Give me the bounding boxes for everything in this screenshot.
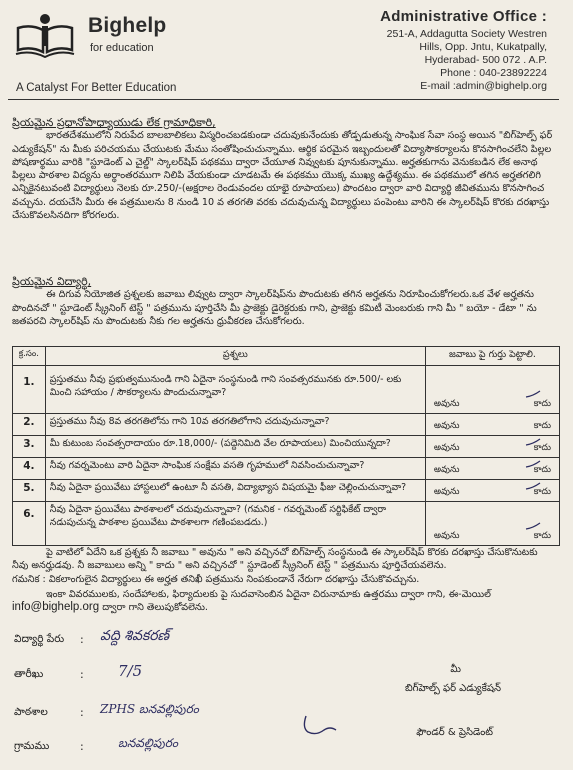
answer-cell[interactable]	[425, 414, 559, 436]
letter-section-3	[12, 546, 555, 614]
row-number: 2.	[13, 414, 46, 436]
eligibility-table	[12, 346, 560, 546]
label-student-name: విద్యార్థి పేరు	[14, 633, 65, 645]
colon-separator: :	[80, 668, 84, 681]
tagline: A Catalyst For Better Education	[16, 82, 177, 94]
tick-mark-icon	[525, 390, 541, 398]
table-row	[13, 414, 560, 436]
answer-cell[interactable]	[425, 480, 559, 502]
table-row	[13, 366, 560, 414]
office-phone: Phone : 040-23892224	[440, 67, 547, 79]
answer-yes: అవును	[433, 487, 460, 497]
row-number: 4.	[13, 458, 46, 480]
label-school: పాఠశాల	[14, 706, 48, 718]
label-village: గ్రామము	[14, 740, 50, 752]
answer-no: కాదు	[533, 443, 551, 453]
paragraph-instructions: ఈ దిగువ నియోజిత ప్రశ్నలకు జవాబు లివ్వుట ద్వారా స్కాలర్‌షిప్‌ను పొందుటకు తగిన అర్హతను నిరూపించుకోగలరు.ఒక వేళ అర్హతను పొందినచో " స్టూడెంట్ స్క్రీనింగ్ టెస్ట్ " పత్రమును పూర్తిచేసి మీ ప్రాజెక్టు డైరెక్టరుకు గాని, ప్రాజెక్టు కమిటీ మెంబరుకు గాని మీ " బయో - డేటా " ను జతపరచి స్కాలర్‌షిప్ ను పొందుటకు నీకు గల అర్హతను ధ్రువీకరణ చేసుకోగలరు.	[12, 289, 537, 327]
signature-title: ఫౌండర్ & ప్రెసిడెంట్	[416, 727, 493, 738]
answer-yes: అవును	[433, 531, 460, 541]
answer-no: కాదు	[533, 399, 551, 409]
student-name-value[interactable]: వద్ది శివకరణ్	[100, 628, 170, 644]
village-value[interactable]: బనవల్లిపురం	[118, 736, 178, 750]
brand-subtitle: for education	[90, 42, 154, 54]
paragraph-intro: భారతదేశములోని నిరుపేద బాలబాలికలు విస్మరించబడకుండా చదువుకునేందుకు తోడ్పడుతున్న సాంఘిక సేవా సంస్థ అయిన "బిగ్‌హెల్ప్ ఫర్ ఎడ్యుకేషన్" ను మీకు పరిచయము చేయుటకు మేము సంతోషించుచున్నాము. ఆర్థిక పరమైన ఇబ్బందులతో విద్యాసౌకర్యాలను కొనసాగించలేని పిల్లల పోషణార్థము వారికి "స్టూడెంట్ ఎ చైల్డ్" స్కాలర్‌షిప్ పథకము ద్వారా చేయూత నివ్వుటకు పూనుకున్నాము. అర్హతకుగాను వెనుకబడిన లేక అనాథ పిల్లలు పాఠశాల విద్యను అర్థాంతరముగా నిలిపి వేయకుండా చూడటమే ఈ పథకము యొక్క ముఖ్య ఉద్దేశ్యము. ఈ పథకములో తగిన అర్హతగలిగి ఎన్నికైనటువంటి విద్యార్థులు నెలకు రూ.250/-(అక్షరాల రెండువందల యాభై రూపాయలు) పొందటం ద్వారా వారి విద్యార్థి జీవితమును కొనసాగించ వచ్చును. దయచేసి మీరు ఈ పత్రములను 8 నుండి 10 వ తరగతి వరకు చదువుచున్న విద్యార్థులు పంపెంటు వారిని ఈ స్కాలర్‌షిప్ కొరకు దరఖాస్తు చేసుకొవలసినదిగా కోరగలరు.	[12, 130, 553, 222]
school-value[interactable]: ZPHS బనవల్లిపురం	[100, 702, 199, 716]
answer-no: కాదు	[533, 531, 551, 541]
colon-separator: :	[80, 706, 84, 719]
table-row	[13, 502, 560, 546]
contact-email-tail: ద్వారా గాని తెలుపుకోవలెను.	[102, 602, 208, 614]
greeting-headmaster: ప్రియమైన ప్రధానోపాధ్యాయుడు లేక గ్రామాధికారి,	[12, 116, 216, 129]
office-title: Administrative Office :	[380, 8, 547, 25]
answer-cell[interactable]	[425, 502, 559, 546]
answer-no: కాదు	[533, 465, 551, 475]
answer-no: కాదు	[533, 421, 551, 431]
tick-mark-icon	[525, 522, 541, 530]
table-row	[13, 436, 560, 458]
row-number: 5.	[13, 480, 46, 502]
paragraph-contact: ఇంకా వివరములకు, సందేహాలకు, ఫిర్యాదులకు పై సుదవాసెంబిన ఏదైనా చిరునామాకు ఉత్తరము ద్వారా గాని, ఈ-మెయిల్	[46, 588, 491, 600]
office-line: Hyderabad- 500 072 . A.P.	[424, 54, 547, 66]
answer-cell[interactable]	[425, 458, 559, 480]
answer-yes: అవును	[433, 443, 460, 453]
header-divider	[8, 99, 559, 100]
row-number: 6.	[13, 502, 46, 546]
table-header-row	[13, 347, 560, 366]
header-serial: క్ర.సం.	[13, 347, 46, 366]
greeting-student: ప్రియమైన విద్యార్థి,	[12, 275, 92, 288]
signature-from: మీ	[450, 664, 461, 675]
office-email: E-mail :admin@bighelp.org	[420, 80, 547, 92]
question-text: నీవు ఏదైనా ప్రయివేటు పాఠశాలలో చదువుచున్నావా? (గమనిక - గవర్నమెంట్ సర్టిఫికేట్ ద్వారా నడుపుచున్న పాఠశాల ప్రయివేటు పాఠశాలగా గణింపబడదు.)	[45, 502, 425, 546]
office-line: Hills, Opp. Jntu, Kukatpally,	[419, 41, 547, 53]
row-number: 3.	[13, 436, 46, 458]
question-text: ప్రస్తుతము నీవు 8వ తరగతిలోను గాని 10వ తరగతిలోగాని చదువుచున్నావా?	[45, 414, 425, 436]
office-address-block	[307, 8, 547, 93]
question-text: ప్రస్తుతము నీవు ప్రభుత్వమునుండి గాని ఏదైనా సంస్థనుండి గాని సంవత్సరమునకు రూ.500/- లకు మించి సహాయం / సౌకర్యాలను పొందుచున్నావా?	[45, 366, 425, 414]
header-answer: జవాబు పై గుర్తు పెట్టాలి.	[425, 347, 559, 366]
answer-yes: అవును	[433, 421, 460, 431]
note-disabled: గమనిక : వికలాంగులైన విద్యార్థులు ఈ అర్హత తనిఖీ పత్రమును నింపకుండానే నేరుగా దరఖాస్తు చేసుకొవచ్చును.	[12, 573, 420, 585]
letter-section-1	[12, 116, 555, 222]
answer-cell[interactable]	[425, 436, 559, 458]
contact-email-line	[12, 601, 555, 614]
question-text: నీవు ఏదైనా ప్రయివేటు హాస్టలులో ఉంటూ నీ వసతి, విద్యాభ్యాస విషయమై ఫీజు చెల్లించుచున్నావా?	[45, 480, 425, 502]
signature-icon	[300, 712, 340, 738]
colon-separator: :	[80, 740, 84, 753]
office-line: 251-A, Addagutta Society Westren	[386, 28, 547, 40]
answer-cell[interactable]	[425, 366, 559, 414]
answer-yes: అవును	[433, 399, 460, 409]
question-text: మీ కుటుంబ సంవత్సరాదాయం రూ.18,000/- (పద్దెనిమిది వేల రూపాయలు) మించియున్నదా?	[45, 436, 425, 458]
brand-name: Bighelp	[88, 14, 167, 37]
colon-separator: :	[80, 633, 84, 646]
table-row	[13, 480, 560, 502]
answer-no: కాదు	[533, 487, 551, 497]
question-text: నీవు గవర్నమెంటు వారి ఏదైనా సాంఘిక సంక్షేమ వసతి గృహములో నివసించుచున్నావా?	[45, 458, 425, 480]
label-date: తారీఖు	[14, 668, 44, 680]
header-questions: ప్రశ్నలు	[45, 347, 425, 366]
paragraph-result: పై వాటిలో ఏదేని ఒక ప్రశ్నకు నీ జవాబు " అవును " అని వచ్చినచో బిగ్‌హెల్ప్ సంస్థనుండి ఈ స్కాలర్‌షిప్ కొరకు దరఖాస్తు చేసుకొనుటకు నీవు అనర్హుడవు. నీ జవాబులు అన్ని " కాదు " అని వచ్చినచో " స్టూడెంట్ స్క్రీనింగ్ టెస్ట్ " పత్రమును పూర్తిచేయవలెను.	[12, 547, 538, 572]
letter-section-2	[12, 275, 555, 328]
contact-email[interactable]: info@bighelp.org	[12, 601, 100, 614]
table-row	[13, 458, 560, 480]
date-value[interactable]: 7/5	[118, 662, 143, 680]
row-number: 1.	[13, 366, 46, 414]
answer-yes: అవును	[433, 465, 460, 475]
signature-org: బిగ్‌హెల్ప్ ఫర్ ఎడ్యుకేషన్	[404, 683, 501, 694]
bighelp-logo-icon	[14, 12, 76, 58]
